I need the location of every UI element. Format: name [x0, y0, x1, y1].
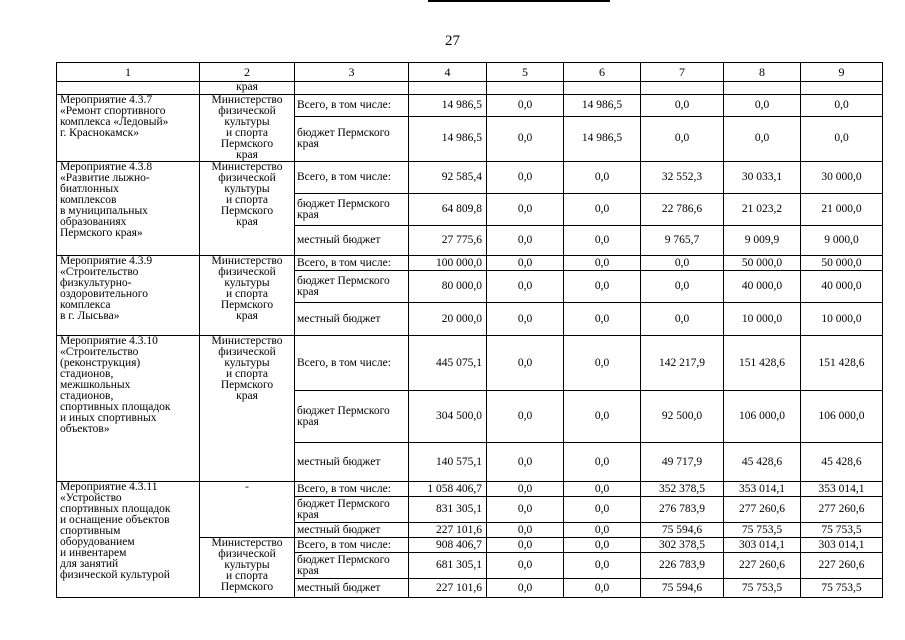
- executor-cell: [200, 538, 295, 598]
- executor-cell: [200, 336, 295, 482]
- source-cell: бюджет Пермского края: [295, 271, 409, 303]
- value-cell: 0,0: [641, 256, 724, 271]
- value-cell: 22 786,6: [641, 194, 724, 226]
- value-cell: 0,0: [724, 95, 801, 117]
- executor-cell-line: и спорта: [226, 194, 268, 206]
- value-cell: 14 986,5: [564, 95, 641, 117]
- value-cell: 0,0: [564, 538, 641, 553]
- activity-cell-line: стадионов,: [60, 390, 114, 402]
- executor-cell-line: Министерство: [211, 161, 283, 173]
- activity-cell: [57, 162, 200, 256]
- value-cell: 0,0: [564, 579, 641, 598]
- value-cell: 75 753,5: [801, 523, 883, 538]
- executor-cell: [200, 95, 295, 162]
- empty-cell: [57, 82, 200, 95]
- header-cell: 3: [295, 63, 409, 82]
- value-cell: 50 000,0: [801, 256, 883, 271]
- table-row: [57, 82, 883, 95]
- value-cell: 0,0: [487, 162, 564, 194]
- activity-cell-line: «Ремонт спортивного: [60, 105, 166, 117]
- value-cell: 303 014,1: [801, 538, 883, 553]
- value-cell: 0,0: [487, 116, 564, 161]
- empty-cell: [801, 82, 883, 95]
- source-cell: местный бюджет: [295, 523, 409, 538]
- source-cell: Всего, в том числе:: [295, 336, 409, 391]
- value-cell: 0,0: [641, 271, 724, 303]
- activity-cell-line: образованиях: [60, 216, 127, 228]
- value-cell: 0,0: [564, 226, 641, 256]
- activity-cell-line: Мероприятие 4.3.7: [60, 94, 153, 106]
- activity-cell-line: спортивных площадок: [60, 503, 171, 515]
- value-cell: 0,0: [487, 226, 564, 256]
- executor-cell-line: Пермского: [220, 205, 274, 217]
- value-cell: 0,0: [487, 95, 564, 117]
- value-cell: 32 552,3: [641, 162, 724, 194]
- value-cell: 1 058 406,7: [409, 482, 487, 497]
- source-cell: местный бюджет: [295, 579, 409, 598]
- value-cell: 142 217,9: [641, 336, 724, 391]
- header-cell: 7: [641, 63, 724, 82]
- value-cell: 49 717,9: [641, 443, 724, 482]
- empty-cell: [564, 82, 641, 95]
- value-cell: 226 783,9: [641, 553, 724, 579]
- value-cell: 0,0: [487, 303, 564, 336]
- value-cell: 0,0: [801, 95, 883, 117]
- value-cell: 40 000,0: [724, 271, 801, 303]
- value-cell: 75 753,5: [801, 579, 883, 598]
- value-cell: 27 775,6: [409, 226, 487, 256]
- activity-cell-line: (реконструкция): [60, 357, 141, 369]
- value-cell: 0,0: [487, 194, 564, 226]
- value-cell: 0,0: [641, 116, 724, 161]
- value-cell: 0,0: [487, 497, 564, 523]
- header-cell: 9: [801, 63, 883, 82]
- empty-cell: [724, 82, 801, 95]
- value-cell: 908 406,7: [409, 538, 487, 553]
- executor-cell-line: культуры: [224, 277, 270, 289]
- value-cell: 0,0: [564, 553, 641, 579]
- activity-cell-line: физической культурой: [60, 569, 170, 581]
- executor-cell: края: [200, 82, 295, 95]
- value-cell: 50 000,0: [724, 256, 801, 271]
- executor-cell-line: края: [236, 149, 258, 161]
- activity-cell: [57, 256, 200, 336]
- value-cell: 0,0: [564, 497, 641, 523]
- header-cell: 2: [200, 63, 295, 82]
- value-cell: 276 783,9: [641, 497, 724, 523]
- activity-cell-line: объектов»: [60, 423, 110, 435]
- activity-cell-line: комплекса: [60, 299, 111, 311]
- table-row: [57, 482, 883, 497]
- value-cell: 277 260,6: [724, 497, 801, 523]
- value-cell: 106 000,0: [724, 391, 801, 443]
- activity-cell-line: г. Краснокамск»: [60, 127, 139, 139]
- header-cell: 4: [409, 63, 487, 82]
- executor-cell-line: физической: [218, 346, 276, 358]
- value-cell: 140 575,1: [409, 443, 487, 482]
- empty-cell: [641, 82, 724, 95]
- value-cell: 30 033,1: [724, 162, 801, 194]
- value-cell: 0,0: [724, 116, 801, 161]
- value-cell: 75 594,6: [641, 523, 724, 538]
- activity-cell-line: стадионов,: [60, 368, 114, 380]
- value-cell: 0,0: [641, 95, 724, 117]
- executor-cell-line: края: [236, 216, 258, 228]
- value-cell: 0,0: [487, 443, 564, 482]
- header-cell: 8: [724, 63, 801, 82]
- value-cell: 0,0: [487, 271, 564, 303]
- value-cell: 227 101,6: [409, 523, 487, 538]
- executor-cell-line: Министерство: [211, 255, 283, 267]
- value-cell: 75 753,5: [724, 579, 801, 598]
- value-cell: 64 809,8: [409, 194, 487, 226]
- value-cell: 45 428,6: [724, 443, 801, 482]
- source-cell: Всего, в том числе:: [295, 162, 409, 194]
- executor-cell-line: Министерство: [211, 335, 283, 347]
- activity-cell-line: «Развитие лыжно-: [60, 172, 150, 184]
- budget-table: [56, 62, 883, 598]
- value-cell: 0,0: [564, 482, 641, 497]
- value-cell: 353 014,1: [724, 482, 801, 497]
- source-cell: Всего, в том числе:: [295, 95, 409, 117]
- value-cell: 302 378,5: [641, 538, 724, 553]
- executor-cell-line: культуры: [224, 183, 270, 195]
- executor-cell-line: края: [236, 390, 258, 402]
- activity-cell-line: комплекса «Ледовый»: [60, 116, 169, 128]
- activity-cell-line: в г. Лысьва»: [60, 310, 120, 322]
- value-cell: 100 000,0: [409, 256, 487, 271]
- header-cell: 1: [57, 63, 200, 82]
- executor-cell: [200, 482, 295, 538]
- value-cell: 0,0: [641, 303, 724, 336]
- empty-cell: [409, 82, 487, 95]
- value-cell: 831 305,1: [409, 497, 487, 523]
- value-cell: 0,0: [564, 523, 641, 538]
- value-cell: 0,0: [564, 443, 641, 482]
- source-cell: бюджет Пермского края: [295, 391, 409, 443]
- value-cell: 40 000,0: [801, 271, 883, 303]
- value-cell: 0,0: [487, 482, 564, 497]
- activity-cell: [57, 95, 200, 162]
- source-cell: бюджет Пермского края: [295, 194, 409, 226]
- activity-cell-line: Мероприятие 4.3.11: [60, 481, 158, 493]
- value-cell: 10 000,0: [724, 303, 801, 336]
- value-cell: 0,0: [564, 162, 641, 194]
- activity-cell-line: для занятий: [60, 558, 119, 570]
- source-cell: местный бюджет: [295, 226, 409, 256]
- value-cell: 277 260,6: [801, 497, 883, 523]
- header-cell: 6: [564, 63, 641, 82]
- value-cell: 92 500,0: [641, 391, 724, 443]
- executor-cell-line: и спорта: [226, 368, 268, 380]
- executor-cell-line: и спорта: [226, 127, 268, 139]
- value-cell: 352 378,5: [641, 482, 724, 497]
- executor-cell-line: физической: [218, 105, 276, 117]
- executor-cell-line: и спорта: [226, 570, 268, 582]
- activity-cell-line: Мероприятие 4.3.8: [60, 161, 153, 173]
- empty-cell: [487, 82, 564, 95]
- table-row: [57, 336, 883, 391]
- executor-cell-line: -: [245, 481, 249, 493]
- activity-cell-line: и инвентарем: [60, 547, 127, 559]
- activity-cell-line: физкультурно-: [60, 277, 132, 289]
- executor-cell-line: и спорта: [226, 288, 268, 300]
- value-cell: 0,0: [487, 336, 564, 391]
- value-cell: 92 585,4: [409, 162, 487, 194]
- value-cell: 303 014,1: [724, 538, 801, 553]
- value-cell: 45 428,6: [801, 443, 883, 482]
- value-cell: 0,0: [487, 391, 564, 443]
- value-cell: 10 000,0: [801, 303, 883, 336]
- value-cell: 304 500,0: [409, 391, 487, 443]
- value-cell: 0,0: [487, 256, 564, 271]
- executor-cell-line: физической: [218, 548, 276, 560]
- value-cell: 0,0: [564, 303, 641, 336]
- value-cell: 0,0: [564, 194, 641, 226]
- value-cell: 151 428,6: [724, 336, 801, 391]
- empty-cell: [295, 82, 409, 95]
- value-cell: 14 986,5: [409, 116, 487, 161]
- activity-cell-line: и оснащение объектов: [60, 514, 170, 526]
- activity-cell-line: Мероприятие 4.3.10: [60, 335, 158, 347]
- value-cell: 0,0: [564, 271, 641, 303]
- activity-cell: [57, 336, 200, 482]
- value-cell: 20 000,0: [409, 303, 487, 336]
- activity-cell-line: и иных спортивных: [60, 412, 157, 424]
- value-cell: 445 075,1: [409, 336, 487, 391]
- value-cell: 9 765,7: [641, 226, 724, 256]
- activity-cell-line: Пермского края»: [60, 227, 143, 239]
- executor-cell-line: Министерство: [211, 94, 283, 106]
- executor-cell-line: Пермского: [220, 379, 274, 391]
- page-number: 27: [445, 33, 460, 49]
- activity-cell-line: спортивным: [60, 525, 121, 537]
- header-row: [57, 63, 883, 82]
- executor-cell-line: физической: [218, 172, 276, 184]
- executor-cell-line: физической: [218, 266, 276, 278]
- source-cell: бюджет Пермского края: [295, 116, 409, 161]
- executor-cell-line: Пермского: [220, 581, 274, 593]
- activity-cell-line: в муниципальных: [60, 205, 148, 217]
- value-cell: 227 260,6: [801, 553, 883, 579]
- activity-cell-line: межшкольных: [60, 379, 131, 391]
- value-cell: 0,0: [801, 116, 883, 161]
- value-cell: 14 986,5: [409, 95, 487, 117]
- table-row: [57, 162, 883, 194]
- executor-cell-line: культуры: [224, 116, 270, 128]
- activity-cell-line: «Строительство: [60, 346, 139, 358]
- source-cell: Всего, в том числе:: [295, 256, 409, 271]
- value-cell: 21 000,0: [801, 194, 883, 226]
- header-cell: 5: [487, 63, 564, 82]
- executor-cell-line: культуры: [224, 559, 270, 571]
- activity-cell-line: оздоровительного: [60, 288, 148, 300]
- value-cell: 9 009,9: [724, 226, 801, 256]
- table-row: [57, 256, 883, 271]
- value-cell: 106 000,0: [801, 391, 883, 443]
- executor-cell: [200, 256, 295, 336]
- source-cell: бюджет Пермского края: [295, 553, 409, 579]
- table-row: [57, 95, 883, 117]
- executor-cell-line: края: [236, 310, 258, 322]
- source-cell: Всего, в том числе:: [295, 482, 409, 497]
- value-cell: 0,0: [487, 579, 564, 598]
- value-cell: 0,0: [487, 538, 564, 553]
- value-cell: 75 594,6: [641, 579, 724, 598]
- value-cell: 80 000,0: [409, 271, 487, 303]
- value-cell: 227 260,6: [724, 553, 801, 579]
- value-cell: 227 101,6: [409, 579, 487, 598]
- activity-cell-line: «Строительство: [60, 266, 139, 278]
- value-cell: 0,0: [487, 553, 564, 579]
- value-cell: 151 428,6: [801, 336, 883, 391]
- executor-cell-line: Министерство: [211, 537, 283, 549]
- source-cell: бюджет Пермского края: [295, 497, 409, 523]
- activity-cell-line: оборудованием: [60, 536, 135, 548]
- activity-cell-line: комплексов: [60, 194, 117, 206]
- activity-cell-line: биатлонных: [60, 183, 119, 195]
- source-cell: местный бюджет: [295, 443, 409, 482]
- activity-cell-line: «Устройство: [60, 492, 122, 504]
- activity-cell-line: Мероприятие 4.3.9: [60, 255, 153, 267]
- value-cell: 0,0: [564, 391, 641, 443]
- value-cell: 0,0: [564, 256, 641, 271]
- activity-cell-line: спортивных площадок: [60, 401, 171, 413]
- executor-cell-line: Пермского: [220, 138, 274, 150]
- value-cell: 681 305,1: [409, 553, 487, 579]
- value-cell: 30 000,0: [801, 162, 883, 194]
- executor-cell: [200, 162, 295, 256]
- top-rule: [428, 0, 610, 2]
- value-cell: 75 753,5: [724, 523, 801, 538]
- value-cell: 0,0: [487, 523, 564, 538]
- activity-cell: [57, 482, 200, 598]
- value-cell: 353 014,1: [801, 482, 883, 497]
- source-cell: Всего, в том числе:: [295, 538, 409, 553]
- value-cell: 9 000,0: [801, 226, 883, 256]
- executor-cell-line: культуры: [224, 357, 270, 369]
- value-cell: 21 023,2: [724, 194, 801, 226]
- executor-cell-line: Пермского: [220, 299, 274, 311]
- value-cell: 0,0: [564, 336, 641, 391]
- source-cell: местный бюджет: [295, 303, 409, 336]
- value-cell: 14 986,5: [564, 116, 641, 161]
